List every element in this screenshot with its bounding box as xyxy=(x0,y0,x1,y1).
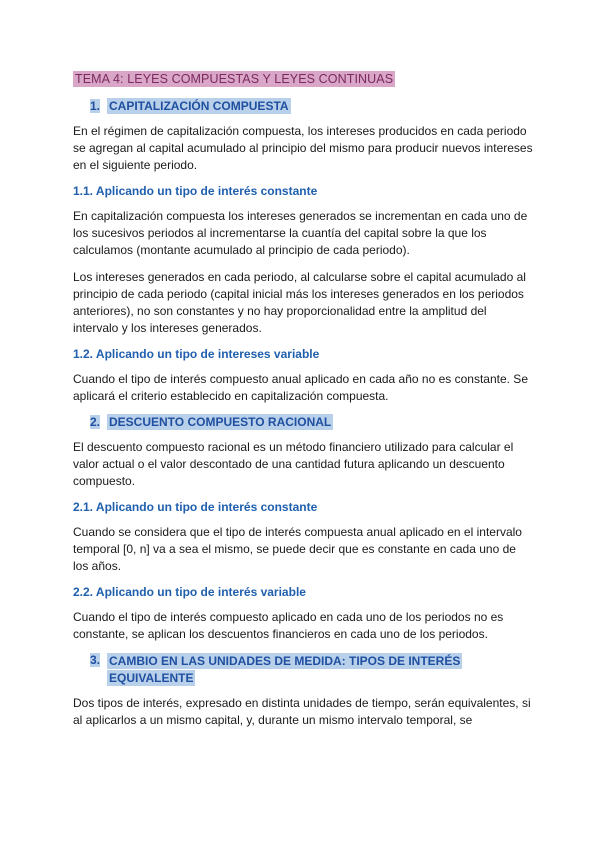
subsection-2-1-heading: 2.1. Aplicando un tipo de interés constante xyxy=(73,500,318,514)
section-2-title: DESCUENTO COMPUESTO RACIONAL xyxy=(109,415,332,429)
paragraph-2: En capitalización compuesta los intereses generados se incrementan en cada uno de los sucesivos periodos al incrementarse la cuantía del capital sobre la que los calculamos (montante acumulado al principio de cada periodo). xyxy=(73,209,528,257)
paragraph-8: Dos tipos de interés, expresado en distinta unidades de tiempo, serán equivalentes, si al aplicarlos a un mismo capital, y, durante un mismo intervalo temporal, se xyxy=(73,696,531,727)
paragraph-4: Cuando el tipo de interés compuesto anual aplicado en cada año no es constante. Se aplicará el criterio establecido en capitalización compuesta. xyxy=(73,372,528,403)
document-page xyxy=(73,70,533,739)
paragraph-3: Los intereses generados en cada periodo, al calcularse sobre el capital acumulado al principio de cada periodo (capital inicial más los intereses generados en los periodos anteriores), no son constantes y no hay proporcionalidad entre la amplitud del intervalo y los intereses generados. xyxy=(73,270,526,335)
section-1-heading xyxy=(90,99,533,113)
section-2-number: 2. xyxy=(90,415,101,429)
subsection-1-1-heading: 1.1. Aplicando un tipo de interés constante xyxy=(73,184,318,198)
document-title: TEMA 4: LEYES COMPUESTAS Y LEYES CONTINUAS xyxy=(75,72,394,86)
paragraph-6: Cuando se considera que el tipo de interés compuesta anual aplicado en el intervalo temporal [0, n] va a sea el mismo, se puede decir que es constante en cada uno de los años. xyxy=(73,525,522,573)
section-3-number: 3. xyxy=(90,653,101,667)
section-3-heading xyxy=(90,653,533,687)
section-1-title: CAPITALIZACIÓN COMPUESTA xyxy=(109,99,289,113)
subsection-2-2-heading: 2.2. Aplicando un tipo de interés variable xyxy=(73,585,306,599)
section-1-number: 1. xyxy=(90,99,101,113)
section-3-title-line-1: CAMBIO EN LAS UNIDADES DE MEDIDA: TIPOS DE INTERÉS xyxy=(109,654,461,668)
paragraph-7: Cuando el tipo de interés compuesto aplicado en cada uno de los periodos no es constante, se aplican los descuentos financieros en cada uno de los periodos. xyxy=(73,610,504,641)
paragraph-1: En el régimen de capitalización compuesta, los intereses producidos en cada periodo se agregan al capital acumulado al principio del mismo para producir nuevos intereses en el siguiente periodo. xyxy=(73,124,533,172)
paragraph-5: El descuento compuesto racional es un método financiero utilizado para calcular el valor actual o el valor descontado de una cantidad futura aplicando un descuento compuesto. xyxy=(73,440,514,488)
section-2-heading xyxy=(90,415,533,429)
section-3-title-line-2: EQUIVALENTE xyxy=(109,671,194,685)
subsection-1-2-heading: 1.2. Aplicando un tipo de intereses variable xyxy=(73,347,320,361)
